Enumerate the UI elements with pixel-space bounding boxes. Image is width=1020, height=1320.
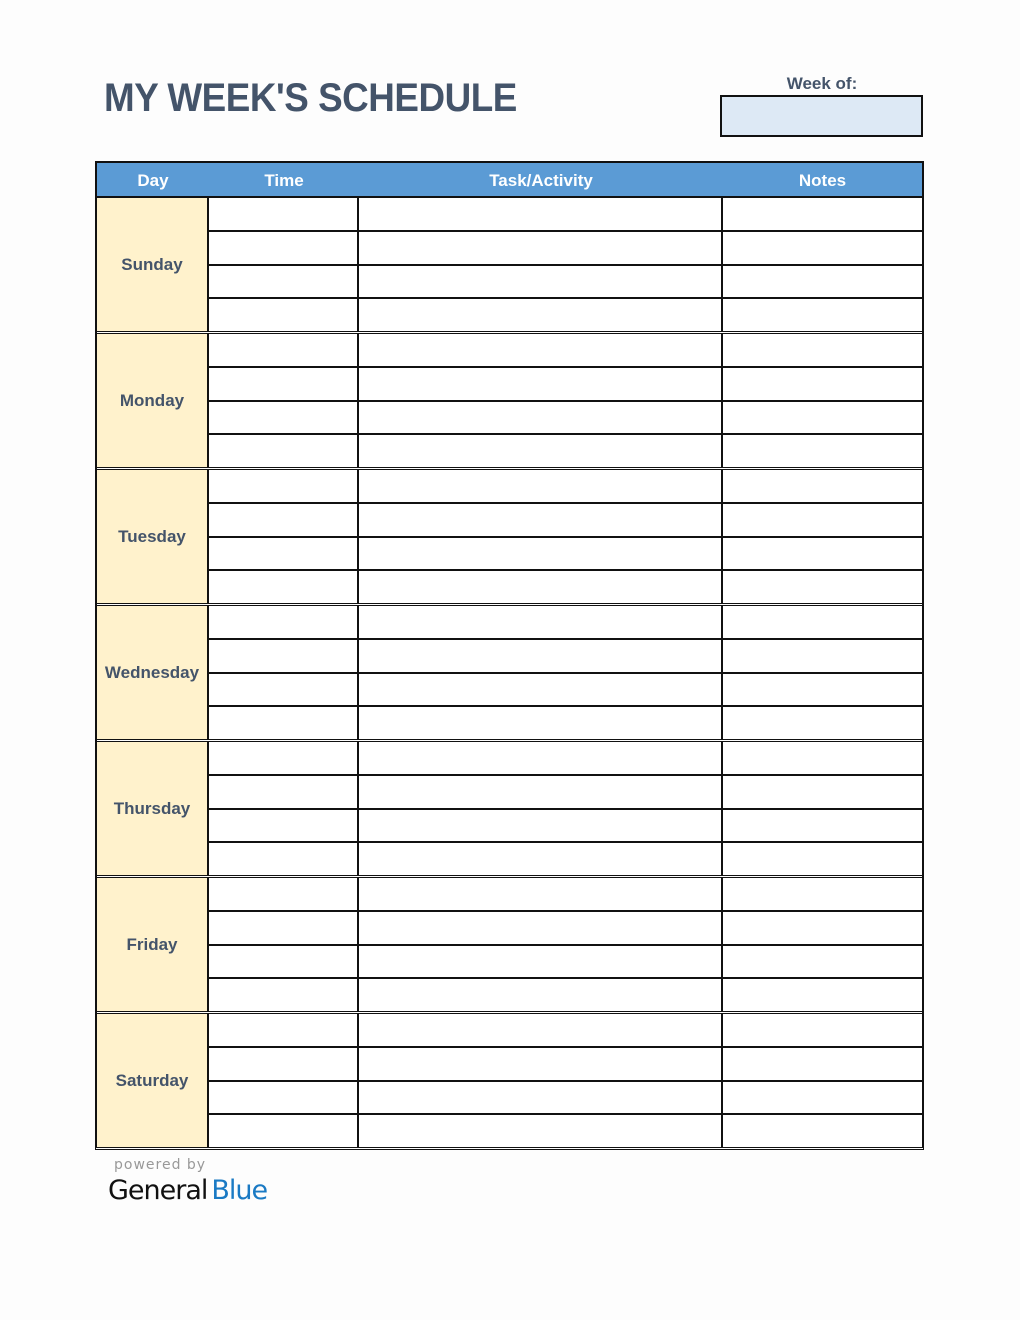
- task-cell[interactable]: [359, 640, 723, 672]
- table-body: [97, 198, 922, 1147]
- page-title: MY WEEK'S SCHEDULE: [104, 76, 517, 120]
- task-cell[interactable]: [359, 742, 723, 774]
- time-cell[interactable]: [209, 470, 359, 502]
- task-cell[interactable]: [359, 912, 723, 944]
- day-rows: [209, 878, 922, 1011]
- notes-cell[interactable]: [723, 470, 922, 502]
- time-cell[interactable]: [209, 1048, 359, 1080]
- notes-cell[interactable]: [723, 198, 922, 230]
- day-label: Wednesday: [97, 606, 209, 739]
- task-cell[interactable]: [359, 674, 723, 706]
- notes-cell[interactable]: [723, 368, 922, 400]
- notes-cell[interactable]: [723, 538, 922, 570]
- table-row: [209, 912, 922, 946]
- task-cell[interactable]: [359, 606, 723, 638]
- notes-cell[interactable]: [723, 707, 922, 739]
- time-cell[interactable]: [209, 640, 359, 672]
- time-cell[interactable]: [209, 979, 359, 1011]
- task-cell[interactable]: [359, 878, 723, 910]
- notes-cell[interactable]: [723, 402, 922, 434]
- notes-cell[interactable]: [723, 571, 922, 603]
- day-label: Thursday: [97, 742, 209, 875]
- table-row: [209, 571, 922, 603]
- day-block-friday: [97, 878, 922, 1014]
- table-row: [209, 776, 922, 810]
- time-cell[interactable]: [209, 1115, 359, 1147]
- time-cell[interactable]: [209, 674, 359, 706]
- task-cell[interactable]: [359, 979, 723, 1011]
- notes-cell[interactable]: [723, 742, 922, 774]
- task-cell[interactable]: [359, 198, 723, 230]
- time-cell[interactable]: [209, 334, 359, 366]
- task-cell[interactable]: [359, 470, 723, 502]
- table-row: [209, 402, 922, 436]
- time-cell[interactable]: [209, 435, 359, 467]
- task-cell[interactable]: [359, 368, 723, 400]
- task-cell[interactable]: [359, 266, 723, 298]
- time-cell[interactable]: [209, 707, 359, 739]
- day-rows: [209, 606, 922, 739]
- time-cell[interactable]: [209, 402, 359, 434]
- notes-cell[interactable]: [723, 912, 922, 944]
- notes-cell[interactable]: [723, 232, 922, 264]
- task-cell[interactable]: [359, 1115, 723, 1147]
- table-row: [209, 1115, 922, 1147]
- time-cell[interactable]: [209, 810, 359, 842]
- table-row: [209, 1082, 922, 1116]
- task-cell[interactable]: [359, 1048, 723, 1080]
- schedule-table: [95, 161, 924, 1150]
- time-cell[interactable]: [209, 368, 359, 400]
- week-of-label: Week of:: [786, 74, 858, 93]
- time-cell[interactable]: [209, 504, 359, 536]
- powered-by-text: powered by: [114, 1157, 207, 1173]
- time-cell[interactable]: [209, 571, 359, 603]
- time-cell[interactable]: [209, 538, 359, 570]
- table-row: [209, 843, 922, 875]
- generalblue-logo[interactable]: [108, 1175, 267, 1206]
- table-row: [209, 299, 922, 331]
- time-cell[interactable]: [209, 843, 359, 875]
- task-cell[interactable]: [359, 707, 723, 739]
- table-row: [209, 266, 922, 300]
- task-cell[interactable]: [359, 1014, 723, 1046]
- table-row: [209, 198, 922, 232]
- notes-cell[interactable]: [723, 435, 922, 467]
- notes-cell[interactable]: [723, 1115, 922, 1147]
- table-row: [209, 538, 922, 572]
- day-rows: [209, 334, 922, 467]
- logo-general: General: [108, 1175, 208, 1206]
- day-label: Friday: [97, 878, 209, 1011]
- task-cell[interactable]: [359, 571, 723, 603]
- notes-cell[interactable]: [723, 299, 922, 331]
- notes-cell[interactable]: [723, 843, 922, 875]
- notes-cell[interactable]: [723, 810, 922, 842]
- task-cell[interactable]: [359, 232, 723, 264]
- day-block-thursday: [97, 742, 922, 878]
- table-row: [209, 470, 922, 504]
- time-cell[interactable]: [209, 299, 359, 331]
- table-header: [97, 163, 922, 198]
- time-cell[interactable]: [209, 1082, 359, 1114]
- notes-cell[interactable]: [723, 1014, 922, 1046]
- notes-cell[interactable]: [723, 979, 922, 1011]
- table-row: [209, 368, 922, 402]
- header-notes: Notes: [798, 171, 847, 190]
- day-label: Saturday: [97, 1014, 209, 1147]
- time-cell[interactable]: [209, 742, 359, 774]
- time-cell[interactable]: [209, 198, 359, 230]
- table-row: [209, 504, 922, 538]
- table-row: [209, 606, 922, 640]
- day-rows: [209, 742, 922, 875]
- table-row: [209, 878, 922, 912]
- notes-cell[interactable]: [723, 640, 922, 672]
- notes-cell[interactable]: [723, 1082, 922, 1114]
- task-cell[interactable]: [359, 299, 723, 331]
- notes-cell[interactable]: [723, 878, 922, 910]
- day-label: Monday: [97, 334, 209, 467]
- day-block-sunday: [97, 198, 922, 334]
- notes-cell[interactable]: [723, 1048, 922, 1080]
- time-cell[interactable]: [209, 878, 359, 910]
- table-row: [209, 435, 922, 467]
- day-block-monday: [97, 334, 922, 470]
- time-cell[interactable]: [209, 606, 359, 638]
- day-block-saturday: [97, 1014, 922, 1147]
- task-cell[interactable]: [359, 435, 723, 467]
- time-cell[interactable]: [209, 776, 359, 808]
- table-row: [209, 742, 922, 776]
- notes-cell[interactable]: [723, 334, 922, 366]
- time-cell[interactable]: [209, 912, 359, 944]
- time-cell[interactable]: [209, 266, 359, 298]
- day-rows: [209, 198, 922, 331]
- task-cell[interactable]: [359, 402, 723, 434]
- day-block-wednesday: [97, 606, 922, 742]
- time-cell[interactable]: [209, 946, 359, 978]
- table-row: [209, 674, 922, 708]
- day-label: Tuesday: [97, 470, 209, 603]
- week-of-input[interactable]: [720, 95, 923, 137]
- day-label: Sunday: [97, 198, 209, 331]
- header-day: Day: [137, 171, 169, 190]
- notes-cell[interactable]: [723, 504, 922, 536]
- task-cell[interactable]: [359, 1082, 723, 1114]
- notes-cell[interactable]: [723, 606, 922, 638]
- day-block-tuesday: [97, 470, 922, 606]
- task-cell[interactable]: [359, 946, 723, 978]
- table-row: [209, 810, 922, 844]
- task-cell[interactable]: [359, 810, 723, 842]
- table-row: [209, 1014, 922, 1048]
- table-row: [209, 979, 922, 1011]
- time-cell[interactable]: [209, 1014, 359, 1046]
- task-cell[interactable]: [359, 776, 723, 808]
- header-time: Time: [264, 171, 304, 190]
- notes-cell[interactable]: [723, 266, 922, 298]
- day-rows: [209, 470, 922, 603]
- table-row: [209, 946, 922, 980]
- logo-blue: Blue: [211, 1175, 268, 1206]
- table-row: [209, 1048, 922, 1082]
- task-cell[interactable]: [359, 843, 723, 875]
- table-row: [209, 640, 922, 674]
- day-rows: [209, 1014, 922, 1147]
- task-cell[interactable]: [359, 504, 723, 536]
- time-cell[interactable]: [209, 232, 359, 264]
- task-cell[interactable]: [359, 334, 723, 366]
- table-row: [209, 232, 922, 266]
- header-task: Task/Activity: [489, 171, 593, 190]
- notes-cell[interactable]: [723, 674, 922, 706]
- notes-cell[interactable]: [723, 776, 922, 808]
- task-cell[interactable]: [359, 538, 723, 570]
- notes-cell[interactable]: [723, 946, 922, 978]
- table-row: [209, 334, 922, 368]
- table-row: [209, 707, 922, 739]
